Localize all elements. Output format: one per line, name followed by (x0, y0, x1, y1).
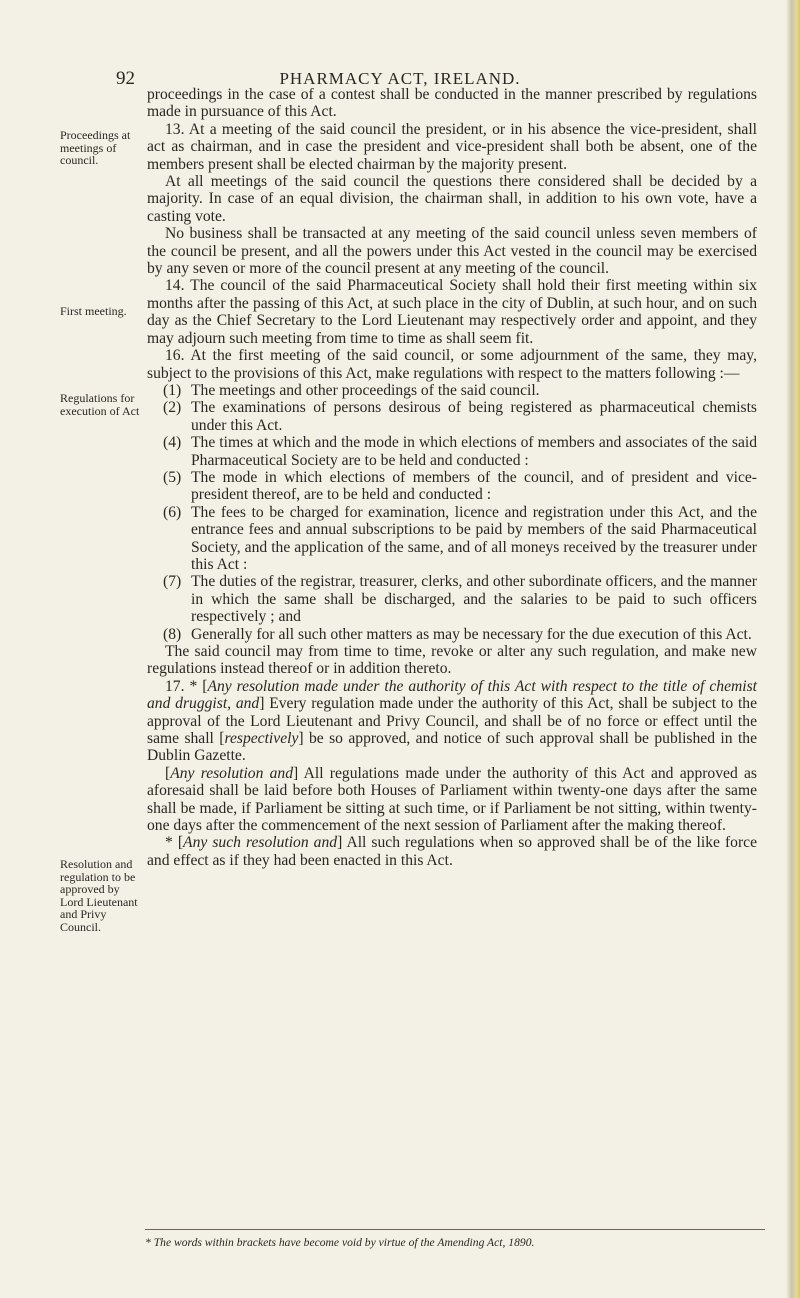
text-run: * [ (165, 834, 184, 852)
page-edge (786, 0, 800, 1298)
italic-run: Any such resolution and (183, 834, 338, 852)
item-number: (1) (163, 381, 182, 399)
italic-run: Any resolution made under the authority of this Act with respect to the title of chemist and druggist, and (147, 677, 757, 713)
paragraph-section-17 (147, 678, 757, 765)
item-text: Generally for all such other matters as may be necessary for the due execution of this Act. (191, 625, 752, 643)
paragraph (147, 765, 757, 835)
paragraph-section-16: 16. At the first meeting of the said council, or some adjournment of the same, they may, subject to the provisions of this Act, make regulations with respect to the matters following :— (147, 347, 757, 382)
list-item (151, 382, 757, 399)
text-run: 17. * [ (165, 677, 208, 695)
margin-note-resolution: Resolution and regulation to be approved by Lord Lieutenant and Privy Council. (60, 857, 138, 934)
running-head: PHARMACY ACT, IRELAND. (279, 69, 521, 88)
regulation-list (147, 382, 757, 643)
text-run: [ (165, 764, 171, 782)
item-text: The duties of the registrar, treasurer, clerks, and other subordinate officers, and the manner in which the same shall be discharged, and the salaries to be paid to such officers respectively ; and (191, 573, 757, 626)
body-text (147, 86, 757, 869)
list-item (151, 469, 757, 504)
list-item (151, 399, 757, 434)
list-item (151, 626, 757, 643)
margin-note-regulations: Regulations for execution of Act (60, 391, 140, 418)
paragraph: The said council may from time to time, revoke or alter any such regulation, and make new regulations instead thereof or in addition thereto. (147, 643, 757, 678)
footnote: * The words within brackets have become void by virtue of the Amending Act, 1890. (145, 1229, 765, 1249)
text-run: ] be so approved, and notice of such approval shall be published in the Dublin Gazette. (147, 730, 757, 765)
paragraph-section-13: 13. At a meeting of the said council the president, or in his absence the vice-president, shall act as chairman, and in case the president and vice-president shall both be absent, one of the members present shall be elected chairman by the majority present. (147, 120, 757, 173)
item-text: The examinations of persons desirous of being registered as pharmaceutical chemists under this Act. (191, 399, 757, 434)
item-number: (6) (163, 503, 182, 521)
italic-run: respectively (224, 730, 299, 748)
margin-note-proceedings: Proceedings at meetings of council. (60, 128, 131, 168)
paragraph: No business shall be transacted at any meeting of the said council unless seven members of the council be present, and all the powers under this Act vested in the council may be exercised by any seven or more of the council present at any meeting of the council. (147, 225, 757, 278)
item-number: (7) (163, 573, 182, 591)
paragraph (147, 834, 757, 869)
italic-run: Any resolution and (170, 764, 294, 782)
item-text: The meetings and other proceedings of the said council. (191, 381, 540, 399)
item-text: The mode in which elections of members of the council, and of president and vice-president thereof, are to be held and conducted : (191, 468, 757, 504)
item-text: The fees to be charged for examination, licence and registration under this Act, and the entrance fees and annual subscriptions to be paid by members of the said Pharmaceutical Society, and the application of the same, and of all moneys received by the treasurer under this Act : (191, 503, 757, 573)
item-text: The times at which and the mode in which elections of members and associates of the said Pharmaceutical Society are to be held and conducted : (191, 434, 757, 469)
paragraph: proceedings in the case of a contest shall be conducted in the manner prescribed by regulations made in pursuance of this Act. (147, 86, 757, 121)
list-item (151, 434, 757, 469)
margin-note-first-meeting: First meeting. (60, 304, 127, 318)
item-number: (2) (163, 399, 182, 417)
item-number: (5) (163, 468, 182, 486)
text-run: ] All such regulations when so approved shall be of the like force and effect as if they had been enacted in this Act. (147, 834, 757, 869)
item-number: (4) (163, 434, 182, 452)
list-item (151, 504, 757, 574)
paragraph: At all meetings of the said council the questions there considered shall be decided by a majority. In case of an equal division, the chairman shall, in addition to his own vote, have a casting vote. (147, 173, 757, 225)
text-run: ] All regulations made under the authority of this Act and approved as aforesaid shall be laid before both Houses of Parliament within twenty-one days after the same shall be made, if Parliament be sitting at such time, or if Parliament be not sitting, within twenty-one days after the commencement of the next session of Parliament after the making thereof. (147, 764, 757, 835)
item-number: (8) (163, 625, 182, 643)
list-item (151, 573, 757, 625)
paragraph-section-14: 14. The council of the said Pharmaceutical Society shall hold their first meeting within six months after the passing of this Act, at such place in the city of Dublin, at such hour, and on such day as the Chief Secretary to the Lord Lieutenant may respectively order and appoint, and they may adjourn such meeting from time to time as shall seem fit. (147, 277, 757, 347)
page-number: 92 (116, 68, 135, 89)
text-run: ] Every regulation made under the authority of this Act, shall be subject to the approval of the Lord Lieutenant and Privy Council, and shall be of no force or effect until the same shall [ (147, 695, 757, 748)
